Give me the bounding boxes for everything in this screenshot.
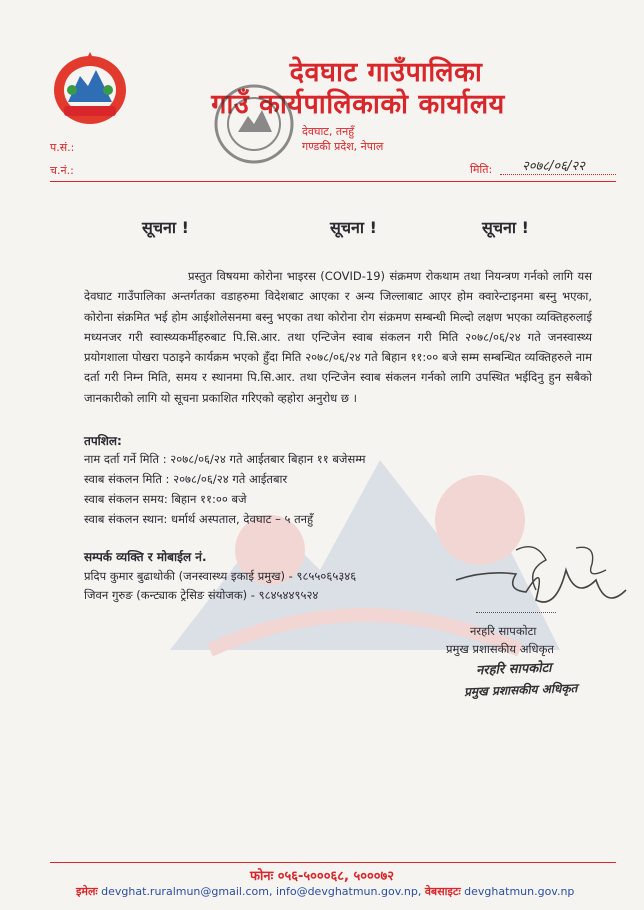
date-dotted-line [500, 174, 616, 175]
detail-registration-date: नाम दर्ता गर्ने मिति : २०७८/०६/२४ गते आईतबार बिहान ११ बजेसम्म [84, 452, 366, 466]
notice-heading-3: सूचना ! [482, 218, 529, 237]
office-name: गाउँ कार्यपालिकाको कार्यालय [211, 89, 505, 120]
header-divider [50, 181, 616, 182]
email-label: इमेलः [76, 885, 98, 898]
email-links[interactable]: devghat.ruralmun@gmail.com, info@devghatmun.gov.np, [101, 885, 422, 898]
stamp-title: प्रमुख प्रशासकीय अधिकृत [463, 681, 578, 699]
notice-paragraph: प्रस्तुत विषयमा कोरोना भाइरस (COVID-19) संक्रमण रोकथाम तथा नियन्त्रण गर्नको लागि यस देवघाट गाउँपालिका अन्तर्गतका वडाहरुमा विदेशबाट आएका र अन्य जिल्लाबाट आएर होम क्वारेन्टाइनमा बस्नु भएका, कोरोना संक्रमित भई होम आईशोलेसनमा बस्नु भएका तथा कोरोना रोग संक्रमण सम्बन्धी मिल्दो लक्षण भएका व्यक्तिहरुलाई मध्यनजर गरी स्वास्थ्यकर्मीहरुबाट पि.सि.आर. तथा एन्टिजेन स्वाब संकलन गरी मिति २०७८/०६/२४ गते जनस्वास्थ्य प्रयोगशाला पोखरा पठाइने कार्यक्रम भएको हुँदा मिति २०७८/०६/२४ गते बिहान ११:०० बजे सम्म सम्बन्धित व्यक्तिहरुले नाम दर्ता गरी निम्न मिति, समय र स्थानमा पि.सि.आर. तथा एन्टिजेन स्वाब संकलन गर्नको लागि उपस्थित भईदिनु हुन सबैको जानकारीको लागि यो सूचना प्रकाशित गरिएको व्हहोरा अनुरोध छ । [84, 269, 592, 405]
contacts-title: सम्पर्क व्यक्ति र मोबाईल नं. [84, 550, 207, 564]
ref-cn-label: च.नं.: [50, 164, 74, 177]
detail-swab-time: स्वाब संकलन समय: बिहान ११:०० बजे [84, 492, 247, 506]
notice-heading-2: सूचना ! [330, 218, 377, 237]
website-link[interactable]: devghatmun.gov.np [464, 885, 575, 898]
footer-phone: फोनः ०५६-५०००६८, ५०००७२ [249, 869, 395, 884]
footer-divider [50, 862, 616, 863]
address-line-2: गण्डकी प्रदेश, नेपाल [302, 140, 384, 153]
ref-ps-label: प.सं.: [50, 141, 75, 154]
stamp-name: नरहरि सापकोटा [475, 660, 552, 679]
date-label: मिति: [470, 163, 493, 176]
footer-contacts [76, 884, 574, 899]
notice-heading-1: सूचना ! [142, 218, 189, 237]
contact-person-2: जिवन गुरुङ (कन्ट्याक ट्रेसिङ संयोजक) - ९८४५४४९५२४ [84, 588, 319, 602]
detail-swab-location: स्वाब संकलन स्थान: धर्मार्थ अस्पताल, देवघाट – ५ तनहुँ [84, 512, 314, 526]
website-label: वेबसाइटः [424, 885, 461, 898]
office-seal-icon [212, 82, 296, 166]
signatory-name: नरहरि सापकोटा [470, 624, 537, 638]
details-title: तपशिल: [84, 434, 122, 448]
address-line-1: देवघाट, तनहुँ [302, 125, 355, 138]
detail-swab-date: स्वाब संकलन मिति : २०७८/०६/२४ गते आईतबार [84, 472, 288, 486]
date-value: २०७८/०६/२२ [522, 159, 585, 174]
org-name: देवघाट गाउँपालिका [289, 57, 483, 88]
contact-person-1: प्रदिप कुमार बुढाथोकी (जनस्वास्थ्य इकाई प्रमुख) - ९८५५०६५३४६ [84, 569, 357, 583]
signatory-title: प्रमुख प्रशासकीय अधिकृत [446, 642, 554, 656]
signature-dotted-line [476, 612, 556, 613]
